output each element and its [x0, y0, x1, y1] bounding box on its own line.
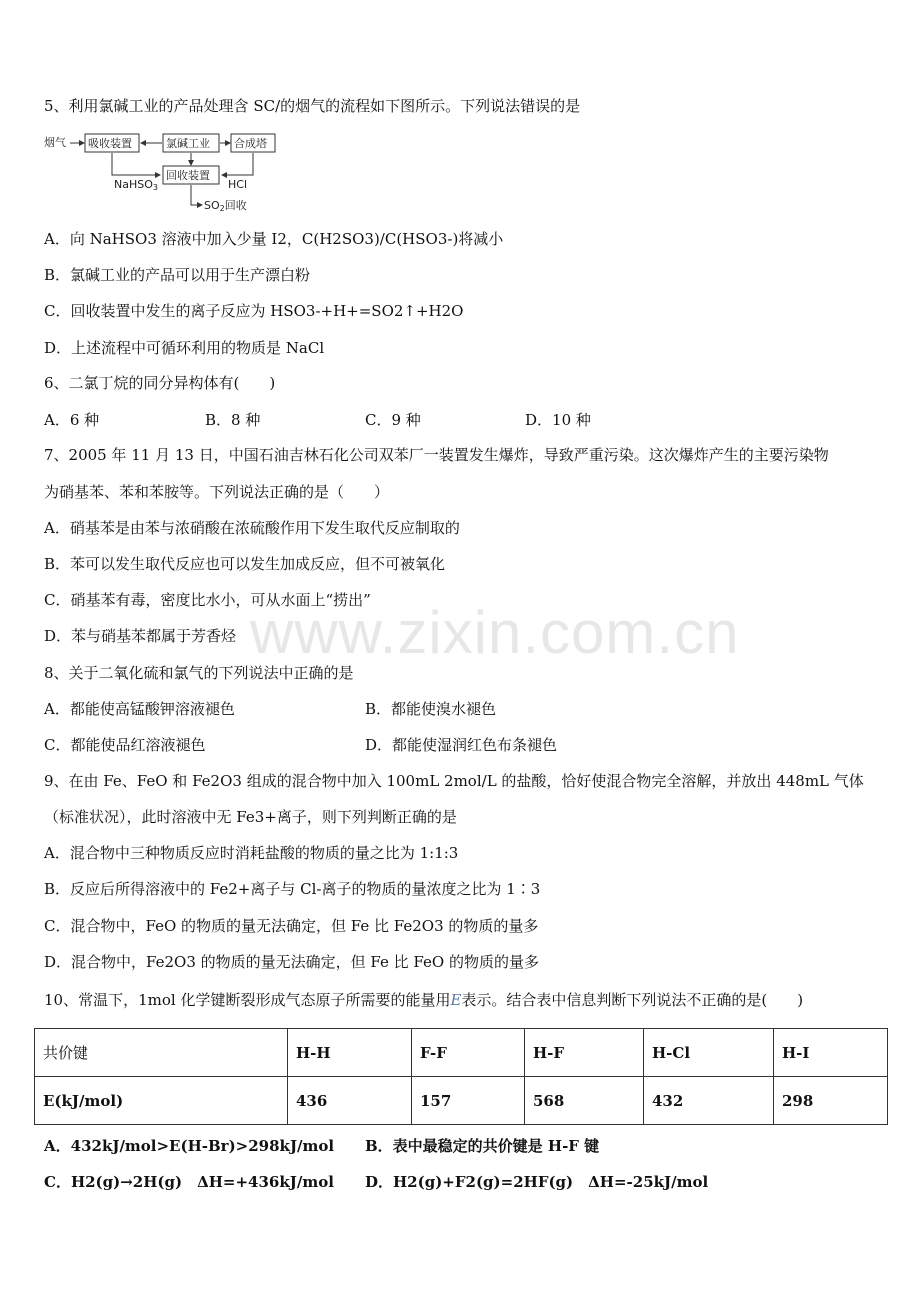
q10-option-d: D．H2(g)+F2(g)=2HF(g) ΔH=-25kJ/mol	[365, 1173, 709, 1191]
table-cell: 436	[288, 1077, 412, 1125]
q8-option-b: B．都能使溴水褪色	[365, 700, 497, 718]
q9-option-b: B．反应后所得溶液中的 Fe2+离子与 Cl-离子的物质的量浓度之比为 1∶3	[44, 880, 541, 898]
q5-option-d: D．上述流程中可循环利用的物质是 NaCl	[44, 339, 325, 357]
table-cell: E(kJ/mol)	[35, 1077, 288, 1125]
bond-energy-table	[34, 1028, 888, 1125]
q6-stem: 6、二氯丁烷的同分异构体有( )	[44, 374, 276, 392]
q7-option-a: A．硝基苯是由苯与浓硝酸在浓硫酸作用下发生取代反应制取的	[44, 519, 460, 537]
q10-option-c: C．H2(g)→2H(g) ΔH=+436kJ/mol	[44, 1173, 334, 1191]
q7-option-b: B．苯可以发生取代反应也可以发生加成反应，但不可被氧化	[44, 555, 446, 573]
hcl-label: HCl	[228, 178, 248, 191]
q8-option-d: D．都能使湿润红色布条褪色	[365, 736, 558, 754]
table-cell: 432	[644, 1077, 774, 1125]
table-header-cell: F-F	[412, 1029, 525, 1077]
q9-stem-line2: （标准状况），此时溶液中无 Fe3+离子，则下列判断正确的是	[44, 808, 457, 826]
q8-option-c: C．都能使品红溶液褪色	[44, 736, 206, 754]
flue-gas-label: 烟气	[44, 136, 66, 149]
table-header-cell: H-H	[288, 1029, 412, 1077]
table-header-cell: H-Cl	[644, 1029, 774, 1077]
so2-recovery-label: SO2回收	[204, 199, 247, 213]
q6-option-b: B．8 种	[205, 411, 261, 429]
nahso3-label: NaHSO3	[114, 178, 158, 192]
table-cell: 568	[525, 1077, 644, 1125]
q5-stem: 5、利用氯碱工业的产品处理含 SC/的烟气的流程如下图所示。下列说法错误的是	[44, 97, 581, 115]
q7-option-c: C．硝基苯有毒，密度比水小，可从水面上“捞出”	[44, 591, 371, 609]
q10-option-a: A．432kJ/mol>E(H-Br)>298kJ/mol	[44, 1137, 335, 1155]
recovery-box: 回收装置	[166, 169, 210, 182]
q8-stem: 8、关于二氧化硫和氯气的下列说法中正确的是	[44, 664, 354, 682]
q7-stem-line1: 7、2005 年 11 月 13 日，中国石油吉林石化公司双苯厂一装置发生爆炸，导致严重污染。这次爆炸产生的主要污染物	[44, 446, 829, 464]
q5-option-b: B．氯碱工业的产品可以用于生产漂白粉	[44, 266, 311, 284]
q8-option-a: A．都能使高锰酸钾溶液褪色	[44, 700, 235, 718]
table-cell: 298	[774, 1077, 888, 1125]
table-row	[35, 1077, 888, 1125]
q7-option-d: D．苯与硝基苯都属于芳香烃	[44, 627, 237, 645]
table-header-cell: H-F	[525, 1029, 644, 1077]
table-header-cell: H-I	[774, 1029, 888, 1077]
q9-option-a: A．混合物中三种物质反应时消耗盐酸的物质的量之比为 1:1:3	[44, 844, 459, 862]
table-cell: 157	[412, 1077, 525, 1125]
chlor-alkali-box: 氯碱工业	[166, 137, 210, 150]
q10-option-b: B．表中最稳定的共价键是 H-F 键	[365, 1137, 600, 1155]
table-header-cell: 共价键	[35, 1029, 288, 1077]
absorber-box: 吸收装置	[88, 137, 132, 150]
energy-symbol: E	[450, 991, 462, 1009]
q10-stem-pre: 10、常温下，1mol 化学键断裂形成气态原子所需要的能量用	[44, 991, 451, 1009]
q9-option-c: C．混合物中，FeO 的物质的量无法确定，但 Fe 比 Fe2O3 的物质的量多	[44, 917, 539, 935]
table-header-row	[35, 1029, 888, 1077]
q6-option-d: D．10 种	[525, 411, 591, 429]
q6-option-c: C．9 种	[365, 411, 421, 429]
synthesis-tower-box: 合成塔	[234, 137, 267, 150]
q6-option-a: A．6 种	[44, 411, 100, 429]
q10-stem	[44, 989, 803, 1011]
q10-stem-post: 表示。结合表中信息判断下列说法不正确的是( )	[461, 991, 804, 1009]
watermark: www.zixin.com.cn	[250, 599, 740, 666]
q7-stem-line2: 为硝基苯、苯和苯胺等。下列说法正确的是（ ）	[44, 483, 390, 501]
q5-option-c: C．回收装置中发生的离子反应为 HSO3-+H+=SO2↑+H2O	[44, 302, 464, 320]
q9-option-d: D．混合物中，Fe2O3 的物质的量无法确定，但 Fe 比 FeO 的物质的量多	[44, 953, 539, 971]
q5-flow-diagram	[44, 126, 284, 218]
q9-stem-line1: 9、在由 Fe、FeO 和 Fe2O3 组成的混合物中加入 100mL 2mol/L 的盐酸，恰好使混合物完全溶解，并放出 448mL 气体	[44, 772, 864, 790]
q5-option-a: A．向 NaHSO3 溶液中加入少量 I2，C(H2SO3)/C(HSO3-)将减小	[44, 230, 504, 248]
